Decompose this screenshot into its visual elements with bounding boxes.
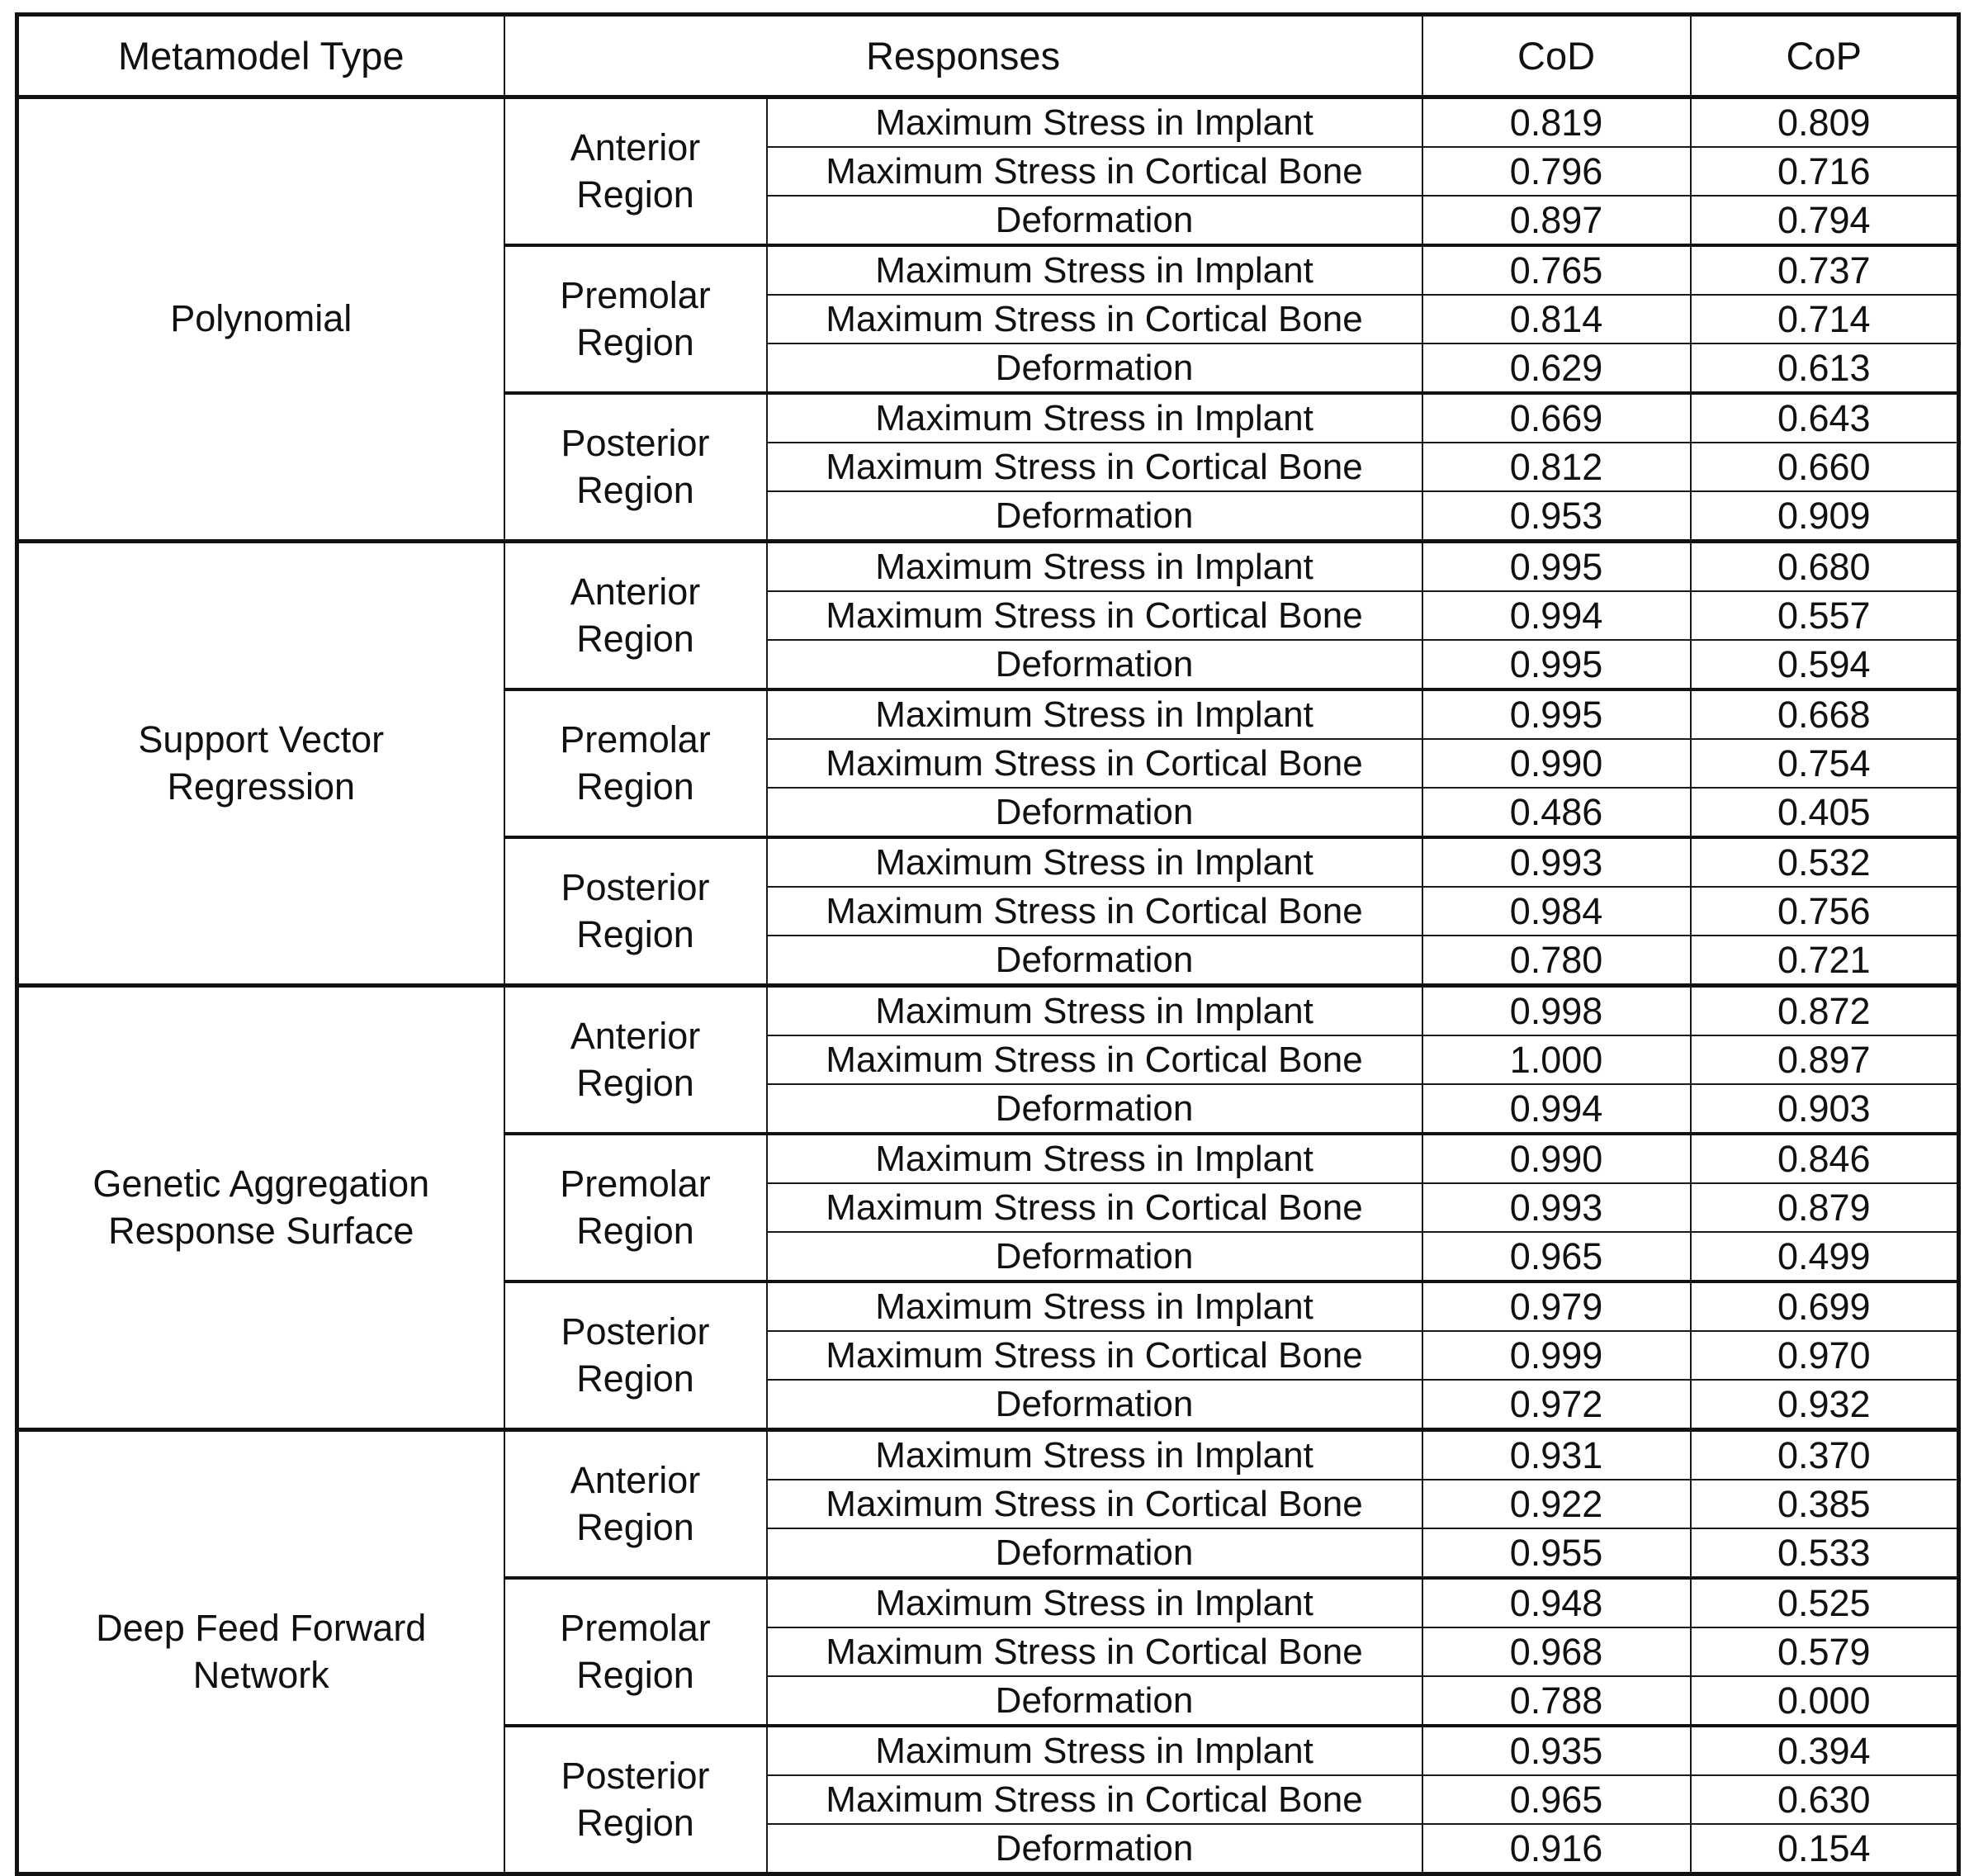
response-cell: Maximum Stress in Cortical Bone [767, 1775, 1422, 1824]
metamodel-type-cell [17, 986, 504, 1430]
metamodel-type-line2: Network [192, 1653, 329, 1696]
cop-value-cell: 0.499 [1691, 1232, 1959, 1281]
cod-value-cell: 0.812 [1422, 443, 1691, 491]
region-label-line2: Region [576, 617, 694, 660]
cop-value-cell: 0.630 [1691, 1775, 1959, 1824]
cod-value-cell: 0.922 [1422, 1480, 1691, 1528]
cop-value-cell: 0.154 [1691, 1824, 1959, 1874]
response-cell: Maximum Stress in Cortical Bone [767, 1480, 1422, 1528]
response-cell: Maximum Stress in Implant [767, 837, 1422, 887]
cod-value-cell: 0.765 [1422, 245, 1691, 295]
cop-value-cell: 0.716 [1691, 147, 1959, 196]
cop-value-cell: 0.879 [1691, 1183, 1959, 1232]
region-cell-premolar [504, 1578, 767, 1726]
table-row [17, 97, 1959, 148]
metamodel-type-line1: Genetic Aggregation [92, 1162, 430, 1205]
cod-value-cell: 0.931 [1422, 1430, 1691, 1480]
region-cell-premolar [504, 245, 767, 393]
metamodel-accuracy-table [15, 12, 1961, 1876]
cod-value-cell: 0.788 [1422, 1676, 1691, 1726]
region-label-line1: Anterior [570, 1458, 701, 1501]
cop-value-cell: 0.579 [1691, 1627, 1959, 1676]
cop-value-cell: 0.557 [1691, 591, 1959, 640]
column-header-responses: Responses [504, 15, 1422, 97]
cop-value-cell: 0.680 [1691, 542, 1959, 592]
region-label-line2: Region [576, 1357, 694, 1400]
response-cell: Deformation [767, 196, 1422, 245]
cop-value-cell: 0.660 [1691, 443, 1959, 491]
region-cell-anterior [504, 542, 767, 690]
response-cell: Maximum Stress in Cortical Bone [767, 295, 1422, 343]
cop-value-cell: 0.405 [1691, 788, 1959, 837]
cod-value-cell: 0.999 [1422, 1331, 1691, 1380]
response-cell: Maximum Stress in Implant [767, 542, 1422, 592]
response-cell: Maximum Stress in Implant [767, 393, 1422, 443]
cop-value-cell: 0.756 [1691, 887, 1959, 936]
table-row [17, 1430, 1959, 1480]
cod-value-cell: 0.995 [1422, 640, 1691, 689]
cod-value-cell: 0.990 [1422, 739, 1691, 788]
response-cell: Deformation [767, 343, 1422, 393]
cop-value-cell: 0.970 [1691, 1331, 1959, 1380]
region-label-line1: Posterior [561, 1754, 710, 1797]
metamodel-type-line2: Regression [167, 765, 356, 808]
metamodel-type-cell [17, 1430, 504, 1874]
response-cell: Maximum Stress in Cortical Bone [767, 1331, 1422, 1380]
cod-value-cell: 0.935 [1422, 1726, 1691, 1775]
region-label-line1: Premolar [560, 1162, 711, 1205]
region-label-line1: Premolar [560, 1606, 711, 1649]
region-label-line2: Region [576, 1801, 694, 1844]
cod-value-cell: 0.993 [1422, 837, 1691, 887]
cod-value-cell: 0.897 [1422, 196, 1691, 245]
cod-value-cell: 0.965 [1422, 1232, 1691, 1281]
cod-value-cell: 0.979 [1422, 1281, 1691, 1331]
response-cell: Maximum Stress in Implant [767, 97, 1422, 148]
header-row [17, 15, 1959, 97]
region-label-line2: Region [576, 1209, 694, 1252]
region-label-line2: Region [576, 1061, 694, 1104]
region-cell-posterior [504, 1726, 767, 1874]
region-label-line2: Region [576, 1505, 694, 1548]
cod-value-cell: 0.998 [1422, 986, 1691, 1036]
response-cell: Deformation [767, 491, 1422, 542]
region-cell-anterior [504, 986, 767, 1135]
response-cell: Deformation [767, 1380, 1422, 1430]
cop-value-cell: 0.699 [1691, 1281, 1959, 1331]
cod-value-cell: 0.994 [1422, 1084, 1691, 1134]
region-label-line1: Premolar [560, 273, 711, 316]
response-cell: Deformation [767, 1824, 1422, 1874]
region-label-line1: Posterior [561, 1310, 710, 1353]
region-label-line1: Premolar [560, 718, 711, 760]
cop-value-cell: 0.903 [1691, 1084, 1959, 1134]
cod-value-cell: 0.965 [1422, 1775, 1691, 1824]
cod-value-cell: 0.780 [1422, 936, 1691, 986]
region-cell-posterior [504, 837, 767, 986]
response-cell: Maximum Stress in Cortical Bone [767, 887, 1422, 936]
region-label-line1: Posterior [561, 865, 710, 908]
cop-value-cell: 0.909 [1691, 491, 1959, 542]
region-label-line1: Anterior [570, 126, 701, 168]
response-cell: Maximum Stress in Implant [767, 1281, 1422, 1331]
cop-value-cell: 0.846 [1691, 1134, 1959, 1183]
cod-value-cell: 0.972 [1422, 1380, 1691, 1430]
response-cell: Maximum Stress in Implant [767, 245, 1422, 295]
table-row [17, 986, 1959, 1036]
response-cell: Maximum Stress in Implant [767, 689, 1422, 739]
cop-value-cell: 0.533 [1691, 1528, 1959, 1578]
region-cell-anterior [504, 97, 767, 246]
cop-value-cell: 0.643 [1691, 393, 1959, 443]
region-cell-premolar [504, 1134, 767, 1281]
cop-value-cell: 0.385 [1691, 1480, 1959, 1528]
metamodel-type-cell [17, 97, 504, 542]
region-cell-premolar [504, 689, 767, 837]
region-label-line2: Region [576, 1653, 694, 1696]
response-cell: Maximum Stress in Implant [767, 1134, 1422, 1183]
region-label-line2: Region [576, 320, 694, 363]
cod-value-cell: 1.000 [1422, 1035, 1691, 1084]
cop-value-cell: 0.932 [1691, 1380, 1959, 1430]
table-header [17, 15, 1959, 97]
cod-value-cell: 0.995 [1422, 689, 1691, 739]
cop-value-cell: 0.532 [1691, 837, 1959, 887]
cod-value-cell: 0.629 [1422, 343, 1691, 393]
response-cell: Maximum Stress in Implant [767, 1726, 1422, 1775]
cod-value-cell: 0.955 [1422, 1528, 1691, 1578]
cod-value-cell: 0.984 [1422, 887, 1691, 936]
response-cell: Deformation [767, 1084, 1422, 1134]
response-cell: Maximum Stress in Cortical Bone [767, 1035, 1422, 1084]
cop-value-cell: 0.668 [1691, 689, 1959, 739]
region-cell-posterior [504, 1281, 767, 1430]
cop-value-cell: 0.000 [1691, 1676, 1959, 1726]
cod-value-cell: 0.948 [1422, 1578, 1691, 1627]
table-row [17, 542, 1959, 592]
cop-value-cell: 0.613 [1691, 343, 1959, 393]
metamodel-type-line1: Support Vector [138, 718, 385, 760]
cod-value-cell: 0.953 [1422, 491, 1691, 542]
cod-value-cell: 0.968 [1422, 1627, 1691, 1676]
table-body [17, 97, 1959, 1874]
region-label-line2: Region [576, 173, 694, 216]
cop-value-cell: 0.754 [1691, 739, 1959, 788]
response-cell: Maximum Stress in Cortical Bone [767, 1627, 1422, 1676]
cop-value-cell: 0.394 [1691, 1726, 1959, 1775]
response-cell: Deformation [767, 640, 1422, 689]
response-cell: Deformation [767, 1232, 1422, 1281]
metamodel-type-line2: Response Surface [108, 1209, 414, 1252]
response-cell: Maximum Stress in Cortical Bone [767, 591, 1422, 640]
cop-value-cell: 0.809 [1691, 97, 1959, 148]
response-cell: Deformation [767, 1676, 1422, 1726]
cop-value-cell: 0.794 [1691, 196, 1959, 245]
column-header-cod: CoD [1422, 15, 1691, 97]
response-cell: Maximum Stress in Cortical Bone [767, 1183, 1422, 1232]
cod-value-cell: 0.993 [1422, 1183, 1691, 1232]
region-label-line1: Anterior [570, 570, 701, 613]
cop-value-cell: 0.714 [1691, 295, 1959, 343]
region-label-line1: Posterior [561, 421, 710, 464]
cod-value-cell: 0.995 [1422, 542, 1691, 592]
cod-value-cell: 0.916 [1422, 1824, 1691, 1874]
region-cell-anterior [504, 1430, 767, 1579]
cod-value-cell: 0.994 [1422, 591, 1691, 640]
response-cell: Maximum Stress in Implant [767, 1578, 1422, 1627]
response-cell: Maximum Stress in Implant [767, 1430, 1422, 1480]
cop-value-cell: 0.897 [1691, 1035, 1959, 1084]
cod-value-cell: 0.796 [1422, 147, 1691, 196]
region-label-line2: Region [576, 765, 694, 808]
response-cell: Deformation [767, 788, 1422, 837]
cop-value-cell: 0.737 [1691, 245, 1959, 295]
response-cell: Maximum Stress in Cortical Bone [767, 147, 1422, 196]
cop-value-cell: 0.872 [1691, 986, 1959, 1036]
response-cell: Deformation [767, 936, 1422, 986]
cop-value-cell: 0.370 [1691, 1430, 1959, 1480]
cod-value-cell: 0.486 [1422, 788, 1691, 837]
cod-value-cell: 0.990 [1422, 1134, 1691, 1183]
response-cell: Maximum Stress in Implant [767, 986, 1422, 1036]
metamodel-type-line1: Polynomial [170, 297, 353, 340]
cod-value-cell: 0.669 [1422, 393, 1691, 443]
region-label-line2: Region [576, 912, 694, 955]
region-label-line1: Anterior [570, 1014, 701, 1057]
cop-value-cell: 0.721 [1691, 936, 1959, 986]
cop-value-cell: 0.525 [1691, 1578, 1959, 1627]
response-cell: Maximum Stress in Cortical Bone [767, 739, 1422, 788]
metamodel-type-cell [17, 542, 504, 986]
column-header-metamodel-type: Metamodel Type [17, 15, 504, 97]
region-cell-posterior [504, 393, 767, 542]
response-cell: Deformation [767, 1528, 1422, 1578]
cod-value-cell: 0.814 [1422, 295, 1691, 343]
column-header-cop: CoP [1691, 15, 1959, 97]
response-cell: Maximum Stress in Cortical Bone [767, 443, 1422, 491]
cod-value-cell: 0.819 [1422, 97, 1691, 148]
metamodel-type-line1: Deep Feed Forward [96, 1606, 427, 1649]
results-table-container [15, 12, 1957, 1869]
cop-value-cell: 0.594 [1691, 640, 1959, 689]
region-label-line2: Region [576, 468, 694, 511]
